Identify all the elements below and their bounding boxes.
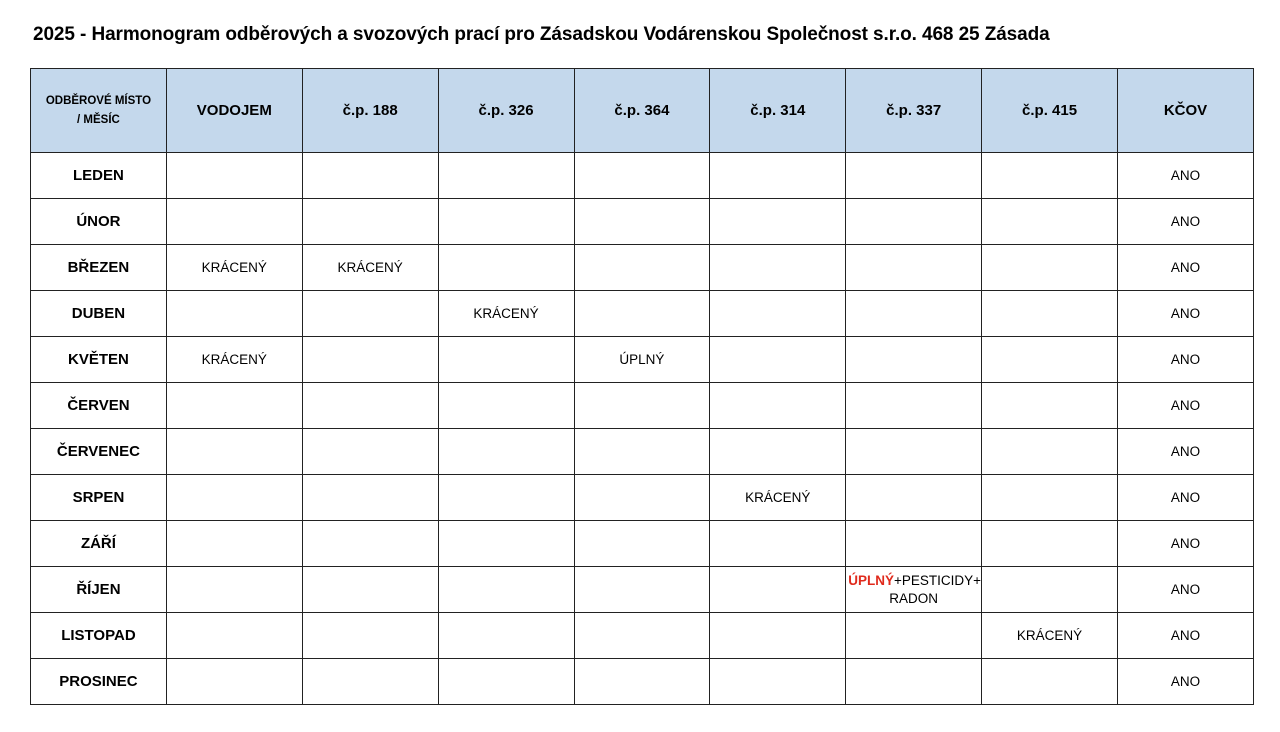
corner-header (31, 69, 167, 153)
table-cell (574, 245, 710, 291)
table-cell (574, 291, 710, 337)
analysis-addons-line2: RADON (889, 590, 939, 606)
column-header-cp-326: č.p. 326 (438, 69, 574, 153)
table-cell (982, 521, 1118, 567)
column-header-cp-337: č.p. 337 (846, 69, 982, 153)
table-cell (710, 429, 846, 475)
full-analysis-highlight: ÚPLNÝ (848, 572, 895, 588)
table-cell (166, 475, 302, 521)
table-cell: KRÁCENÝ (166, 245, 302, 291)
corner-header-line2: / MĚSÍC (77, 113, 120, 126)
table-cell (574, 383, 710, 429)
table-cell (438, 429, 574, 475)
table-cell: ANO (1118, 245, 1254, 291)
table-cell: ANO (1118, 659, 1254, 705)
table-cell: ANO (1118, 613, 1254, 659)
table-cell (846, 291, 982, 337)
table-cell (438, 659, 574, 705)
table-cell: ANO (1118, 291, 1254, 337)
table-cell (982, 337, 1118, 383)
table-cell (438, 567, 574, 613)
table-cell: ANO (1118, 199, 1254, 245)
table-cell: ANO (1118, 153, 1254, 199)
table-cell: ANO (1118, 383, 1254, 429)
month-label: ČERVEN (31, 383, 167, 429)
table-cell (438, 383, 574, 429)
month-label: ŘÍJEN (31, 567, 167, 613)
table-cell (574, 153, 710, 199)
table-cell (166, 567, 302, 613)
table-cell (438, 199, 574, 245)
table-cell (302, 659, 438, 705)
month-label: DUBEN (31, 291, 167, 337)
table-cell: ANO (1118, 475, 1254, 521)
table-row (31, 383, 1254, 429)
table-cell (438, 337, 574, 383)
table-cell (166, 153, 302, 199)
table-cell: KRÁCENÝ (438, 291, 574, 337)
analysis-addons: +PESTICIDY+ (894, 572, 982, 588)
table-cell (982, 429, 1118, 475)
table-cell (846, 383, 982, 429)
table-cell (166, 659, 302, 705)
table-cell (846, 429, 982, 475)
table-cell (982, 659, 1118, 705)
table-cell (710, 567, 846, 613)
sampling-schedule-table (30, 68, 1254, 705)
month-label: KVĚTEN (31, 337, 167, 383)
table-cell: KRÁCENÝ (166, 337, 302, 383)
table-cell (982, 245, 1118, 291)
table-cell (302, 291, 438, 337)
month-label: ÚNOR (31, 199, 167, 245)
table-cell (574, 199, 710, 245)
month-label: ČERVENEC (31, 429, 167, 475)
table-row (31, 613, 1254, 659)
table-cell (574, 521, 710, 567)
table-cell: ANO (1118, 567, 1254, 613)
table-header (31, 69, 1254, 153)
column-header-vodojem: VODOJEM (166, 69, 302, 153)
table-cell (302, 521, 438, 567)
table-cell: KRÁCENÝ (710, 475, 846, 521)
table-row (31, 567, 1254, 613)
table-cell (166, 613, 302, 659)
table-cell (302, 383, 438, 429)
table-cell (846, 659, 982, 705)
table-row (31, 337, 1254, 383)
table-cell (982, 475, 1118, 521)
column-header-cp-415: č.p. 415 (982, 69, 1118, 153)
table-cell (710, 337, 846, 383)
table-row (31, 475, 1254, 521)
table-row (31, 153, 1254, 199)
header-row (31, 69, 1254, 153)
month-label: LEDEN (31, 153, 167, 199)
table-cell (710, 153, 846, 199)
table-cell (438, 613, 574, 659)
table-cell (846, 199, 982, 245)
table-row (31, 245, 1254, 291)
table-cell: KRÁCENÝ (982, 613, 1118, 659)
column-header-cp-188: č.p. 188 (302, 69, 438, 153)
table-cell (438, 245, 574, 291)
corner-header-line1: ODBĚROVÉ MÍSTO (45, 94, 152, 107)
table-cell (166, 383, 302, 429)
table-cell (982, 153, 1118, 199)
table-cell (982, 567, 1118, 613)
table-row (31, 521, 1254, 567)
table-cell (166, 199, 302, 245)
table-cell: ÚPLNÝ (574, 337, 710, 383)
table-cell (574, 659, 710, 705)
table-cell (846, 475, 982, 521)
table-cell (982, 199, 1118, 245)
table-cell (710, 383, 846, 429)
table-cell (438, 153, 574, 199)
table-cell: KRÁCENÝ (302, 245, 438, 291)
table-cell (710, 659, 846, 705)
table-row (31, 199, 1254, 245)
table-cell (574, 567, 710, 613)
table-cell (438, 475, 574, 521)
table-cell (574, 475, 710, 521)
table-cell: ANO (1118, 521, 1254, 567)
table-cell (574, 429, 710, 475)
table-cell (846, 337, 982, 383)
table-cell (710, 521, 846, 567)
table-cell (710, 199, 846, 245)
table-cell: ANO (1118, 337, 1254, 383)
month-label: SRPEN (31, 475, 167, 521)
column-header-kcov: KČOV (1118, 69, 1254, 153)
table-cell (302, 337, 438, 383)
table-cell (302, 153, 438, 199)
column-header-cp-364: č.p. 364 (574, 69, 710, 153)
table-cell (846, 245, 982, 291)
table-cell (166, 291, 302, 337)
table-cell (166, 521, 302, 567)
table-cell (574, 613, 710, 659)
table-cell (982, 383, 1118, 429)
month-label: LISTOPAD (31, 613, 167, 659)
table-cell (302, 475, 438, 521)
table-cell (302, 199, 438, 245)
table-cell (846, 153, 982, 199)
column-header-cp-314: č.p. 314 (710, 69, 846, 153)
table-row (31, 429, 1254, 475)
table-cell (846, 567, 982, 613)
table-cell (710, 613, 846, 659)
table-cell (166, 429, 302, 475)
month-label: ZÁŘÍ (31, 521, 167, 567)
page-title: 2025 - Harmonogram odběrových a svozových prací pro Zásadskou Vodárenskou Společnost s.r.o. 468 25 Zásada (33, 24, 1050, 45)
month-label: PROSINEC (31, 659, 167, 705)
table-cell (302, 613, 438, 659)
table-cell (846, 613, 982, 659)
table-cell (438, 521, 574, 567)
table-cell (846, 521, 982, 567)
month-label: BŘEZEN (31, 245, 167, 291)
table-row (31, 659, 1254, 705)
table-cell (302, 429, 438, 475)
table-body (31, 153, 1254, 705)
table-cell (302, 567, 438, 613)
table-cell (710, 245, 846, 291)
table-cell (710, 291, 846, 337)
table-cell (982, 291, 1118, 337)
table-cell: ANO (1118, 429, 1254, 475)
table-row (31, 291, 1254, 337)
